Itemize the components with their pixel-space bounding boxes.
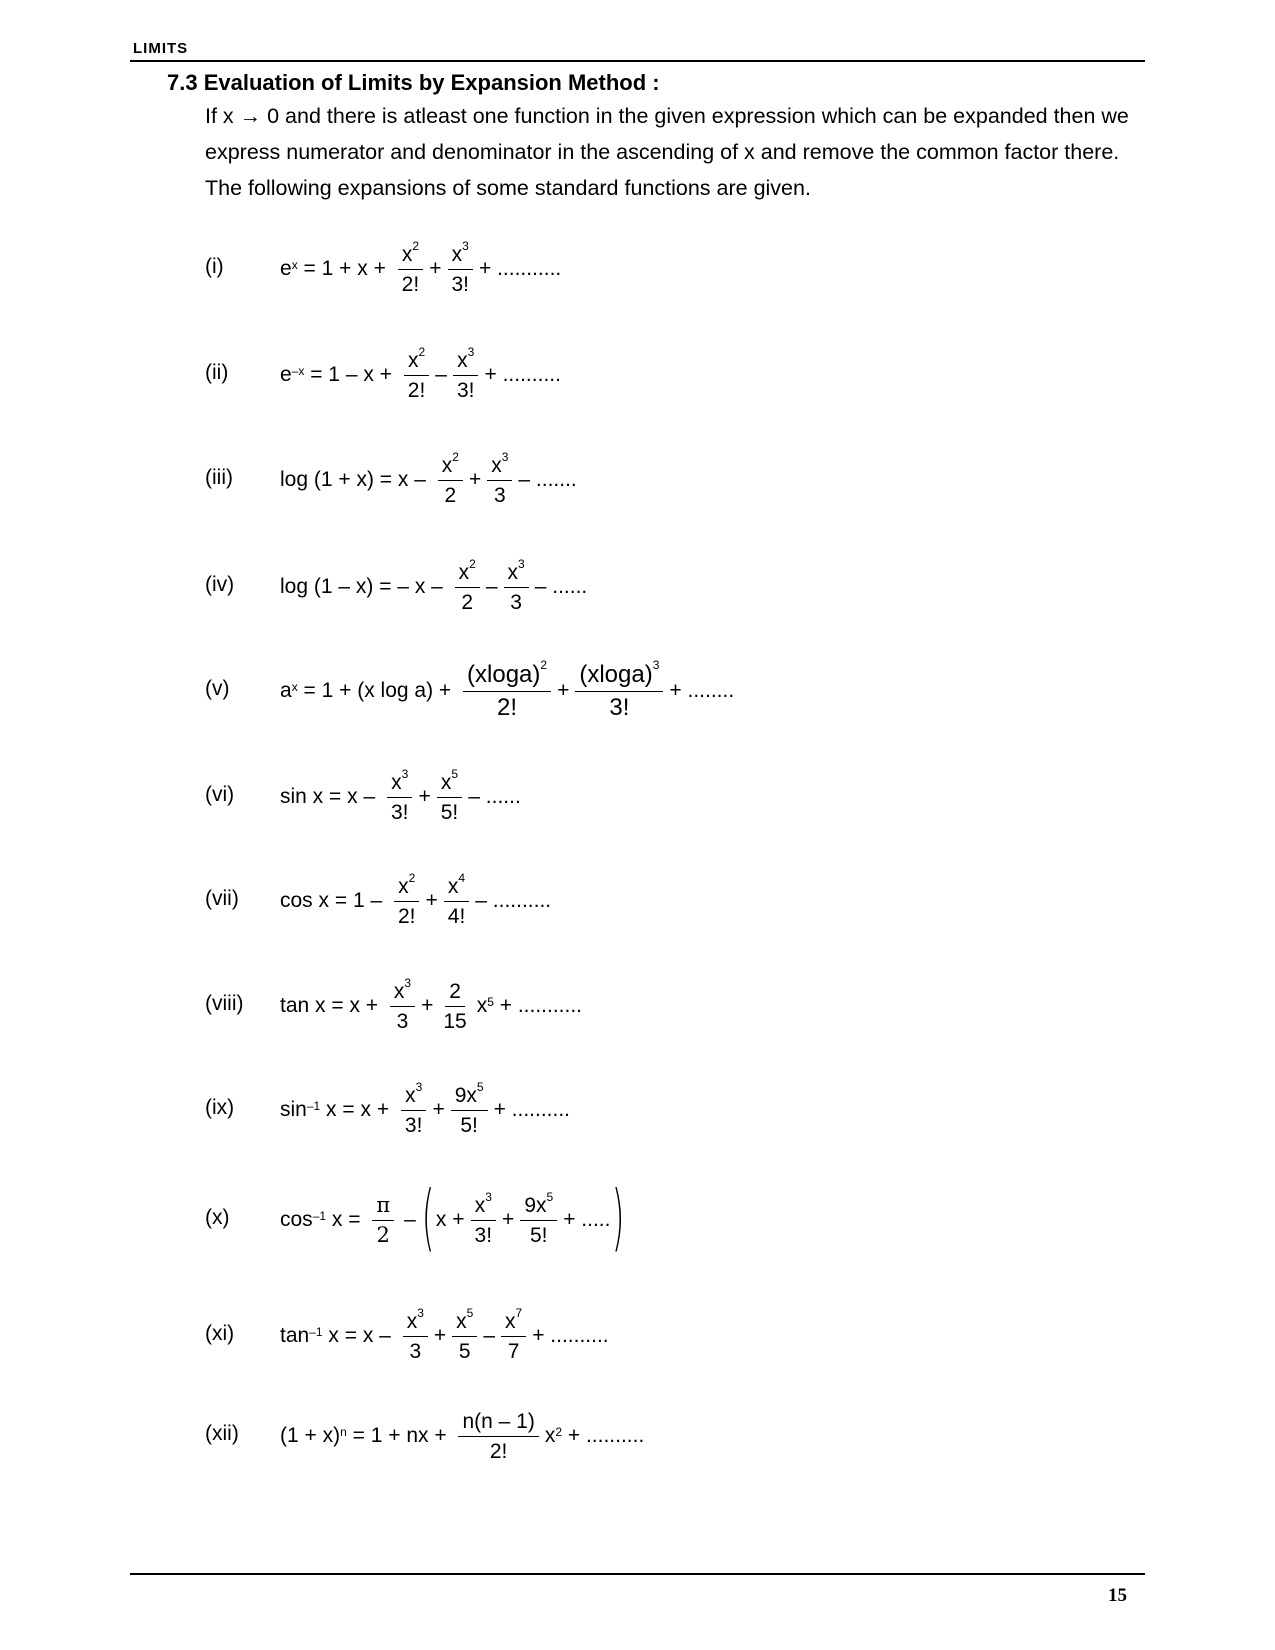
intro-paragraph: [205, 98, 1155, 206]
exponent: 3: [652, 657, 660, 672]
header-label: LIMITS: [133, 40, 189, 57]
expansion-item: [0, 651, 1275, 731]
denominator: 3!: [404, 1113, 423, 1137]
exponent: 2: [469, 556, 476, 571]
exponent: 3: [467, 344, 475, 359]
numerator: x: [401, 242, 413, 266]
denominator: 15: [443, 1009, 467, 1033]
fraction: [403, 1305, 428, 1363]
tail: – ......: [534, 575, 588, 598]
lhs-sup: –1: [309, 1325, 323, 1339]
expansion-item: [0, 757, 1275, 837]
fraction: [458, 1411, 538, 1462]
lhs-sup: –x: [291, 364, 305, 378]
tail: + ...........: [493, 994, 583, 1017]
term: x: [476, 994, 488, 1017]
header-rule: [130, 60, 1145, 62]
numerator: x: [407, 348, 419, 372]
item-number: (iv): [205, 573, 235, 596]
fraction: [387, 766, 413, 824]
intro-line: If x → 0 and there is atleast one function in the given expression which can be expanded then we: [205, 104, 1129, 128]
fraction: [394, 870, 420, 928]
operator: –: [483, 1324, 496, 1347]
fraction: [471, 1189, 497, 1247]
exponent: 2: [540, 657, 548, 672]
denominator: 2!: [407, 378, 426, 402]
intro-line: The following expansions of some standard functions are given.: [205, 176, 811, 200]
denominator: 5!: [460, 1113, 478, 1137]
fraction: [453, 344, 479, 402]
tail: + ..........: [493, 1098, 571, 1121]
denominator: 3!: [451, 272, 469, 296]
operator: +: [557, 679, 570, 702]
lhs-sup: –1: [312, 1209, 327, 1223]
exponent: 3: [518, 556, 525, 571]
denominator: 5: [458, 1339, 471, 1363]
expansion-item: [0, 966, 1275, 1046]
fraction: [438, 449, 463, 507]
denominator: 7: [507, 1339, 520, 1363]
denominator: 2!: [397, 904, 416, 928]
numerator: x: [491, 453, 502, 477]
term: = 1 + (x log a) +: [297, 679, 458, 702]
equation: [280, 966, 582, 1046]
fraction: [398, 238, 424, 296]
item-number: (ii): [205, 361, 229, 384]
lhs: tan: [280, 1324, 310, 1347]
equation: [280, 547, 587, 627]
fraction: [501, 1305, 526, 1363]
fraction: [444, 870, 470, 928]
term: log (1 + x) = x –: [280, 468, 432, 491]
lhs: a: [280, 679, 292, 702]
exponent: 3: [501, 449, 509, 464]
denominator: 2!: [497, 693, 518, 721]
item-number: (viii): [205, 992, 244, 1015]
denominator: 3: [409, 1339, 422, 1363]
operator: +: [433, 1324, 447, 1347]
operator: +: [502, 1208, 515, 1231]
fraction: [401, 1079, 427, 1137]
tail: – ......: [468, 785, 521, 808]
tail: + ..........: [562, 1424, 645, 1447]
exponent: 7: [515, 1305, 523, 1320]
item-number: (i): [205, 255, 224, 278]
tail: + ..........: [484, 363, 561, 386]
expansion-item: [0, 440, 1275, 520]
tail: + ..........: [532, 1324, 609, 1347]
denominator: 2: [444, 483, 457, 507]
equation: [280, 1296, 609, 1376]
tail: – ..........: [475, 889, 552, 912]
item-number: (xii): [205, 1422, 239, 1445]
exponent: 2: [452, 449, 459, 464]
item-number: (vi): [205, 783, 235, 806]
equation: [280, 1175, 627, 1260]
expansion-item: [0, 547, 1275, 627]
numerator: (xloga): [467, 660, 541, 688]
numerator: x: [507, 560, 519, 584]
denominator: 2: [461, 590, 474, 614]
lhs: e: [280, 257, 292, 280]
operator: +: [429, 257, 442, 280]
numerator: 9x: [454, 1083, 477, 1107]
exponent: 3: [462, 238, 469, 253]
numerator: x: [451, 242, 463, 266]
tail: + ........: [669, 679, 735, 702]
term: sin x = x –: [280, 785, 381, 808]
exponent: 5: [546, 1189, 554, 1204]
numerator: x: [457, 348, 468, 372]
numerator: x: [456, 1309, 467, 1333]
denominator: 3!: [474, 1223, 493, 1247]
denominator: 4!: [447, 904, 466, 928]
pi-over-two: [372, 1192, 394, 1247]
fraction: [452, 1305, 477, 1363]
numerator: n(n – 1): [462, 1409, 535, 1433]
section-title: 7.3 Evaluation of Limits by Expansion Method :: [167, 70, 660, 95]
lhs: cos: [280, 1208, 313, 1231]
item-number: (x): [205, 1206, 230, 1229]
denominator: 5!: [440, 800, 459, 824]
equation: [280, 229, 561, 309]
page-number: 15: [1108, 1585, 1127, 1606]
numerator: 2: [449, 979, 461, 1003]
term: log (1 – x) = – x –: [280, 575, 449, 598]
fraction: [390, 975, 415, 1033]
term: = 1 – x +: [304, 363, 398, 386]
operator: +: [418, 785, 431, 808]
lhs-sup: x: [291, 680, 298, 694]
fraction: [447, 238, 473, 296]
numerator: x: [406, 1309, 418, 1333]
term: x = x –: [322, 1324, 397, 1347]
exponent: 2: [408, 870, 416, 885]
numerator: (xloga): [579, 660, 653, 688]
term: x = x +: [320, 1098, 395, 1121]
denominator: 5!: [529, 1223, 548, 1247]
expansion-item: [0, 1296, 1275, 1376]
term: x +: [435, 1208, 465, 1231]
fraction: [455, 556, 480, 614]
exponent: 5: [451, 766, 459, 781]
denominator: 3: [493, 483, 506, 507]
equation: [280, 1396, 644, 1476]
term: = 1 + x +: [297, 257, 392, 280]
numerator: x: [405, 1083, 416, 1107]
operator: +: [432, 1098, 445, 1121]
denominator: 3: [510, 590, 522, 614]
term: tan x = x +: [280, 994, 384, 1017]
lhs: (1 + x): [280, 1424, 341, 1447]
right-paren: ): [612, 1175, 625, 1259]
numerator: 9x: [524, 1193, 547, 1217]
numerator: x: [393, 979, 405, 1003]
exponent: 3: [485, 1189, 492, 1204]
operator: +: [425, 889, 438, 912]
numerator: x: [441, 453, 453, 477]
left-paren: (: [421, 1175, 435, 1259]
fraction: [575, 657, 663, 721]
numerator: x: [458, 560, 470, 584]
lhs-sup: n: [340, 1425, 347, 1439]
operator: –: [404, 1208, 416, 1231]
lhs-sup: –1: [306, 1099, 321, 1113]
tail: + .....: [563, 1208, 611, 1231]
footer-rule: [130, 1573, 1145, 1575]
expansion-item: [0, 1070, 1275, 1150]
tail: – .......: [518, 468, 577, 491]
item-number: (xi): [205, 1322, 235, 1345]
expansion-item: [0, 1396, 1275, 1476]
equation: [280, 861, 551, 941]
expansion-item: [0, 1175, 1275, 1260]
exponent: 4: [458, 870, 466, 885]
denominator: 2: [376, 1222, 390, 1247]
lhs: e: [280, 363, 292, 386]
expansion-item: [0, 861, 1275, 941]
term: cos x = 1 –: [280, 889, 388, 912]
operator: +: [468, 468, 482, 491]
fraction: [463, 657, 551, 721]
numerator: x: [391, 770, 402, 794]
numerator: x: [474, 1193, 486, 1217]
exponent: 3: [417, 1305, 424, 1320]
fraction: [451, 1079, 488, 1137]
numerator: x: [398, 874, 409, 898]
item-number: (vii): [205, 887, 239, 910]
denominator: 3!: [609, 693, 630, 721]
fraction: [504, 556, 529, 614]
exponent: 2: [418, 344, 426, 359]
fraction: [437, 766, 463, 824]
operator: –: [435, 363, 447, 386]
exponent: 5: [476, 1079, 484, 1094]
fraction: [520, 1189, 557, 1247]
term: x =: [326, 1208, 367, 1231]
fraction: [487, 449, 512, 507]
exponent: 5: [466, 1305, 474, 1320]
numerator: x: [505, 1309, 516, 1333]
term: x: [544, 1424, 556, 1447]
fraction: [439, 981, 470, 1032]
item-number: (ix): [205, 1096, 235, 1119]
exponent: 5: [487, 995, 494, 1009]
numerator: x: [447, 874, 459, 898]
equation: [280, 757, 521, 837]
item-number: (iii): [205, 466, 233, 489]
exponent: 3: [404, 975, 412, 990]
lhs: sin: [280, 1098, 307, 1121]
operator: –: [485, 575, 498, 598]
denominator: 3: [396, 1009, 409, 1033]
numerator: π: [372, 1195, 394, 1221]
denominator: 3!: [390, 800, 409, 824]
equation: [280, 651, 734, 731]
intro-line: express numerator and denominator in the ascending of x and remove the common factor there.: [205, 140, 1120, 164]
expansion-item: [0, 335, 1275, 415]
numerator: x: [440, 770, 452, 794]
exponent: 2: [555, 1425, 563, 1439]
tail: + ...........: [478, 257, 562, 280]
denominator: 3!: [456, 378, 475, 402]
exponent: 3: [401, 766, 409, 781]
item-number: (v): [205, 677, 230, 700]
term: = 1 + nx +: [346, 1424, 453, 1447]
lhs-sup: x: [291, 258, 298, 272]
expansion-item: [0, 229, 1275, 309]
equation: [280, 1070, 570, 1150]
equation: [280, 335, 561, 415]
equation: [280, 440, 577, 520]
exponent: 3: [415, 1079, 423, 1094]
fraction: [404, 344, 430, 402]
denominator: 2!: [401, 272, 420, 296]
denominator: 2!: [489, 1439, 508, 1463]
operator: +: [421, 994, 434, 1017]
exponent: 2: [412, 238, 420, 253]
